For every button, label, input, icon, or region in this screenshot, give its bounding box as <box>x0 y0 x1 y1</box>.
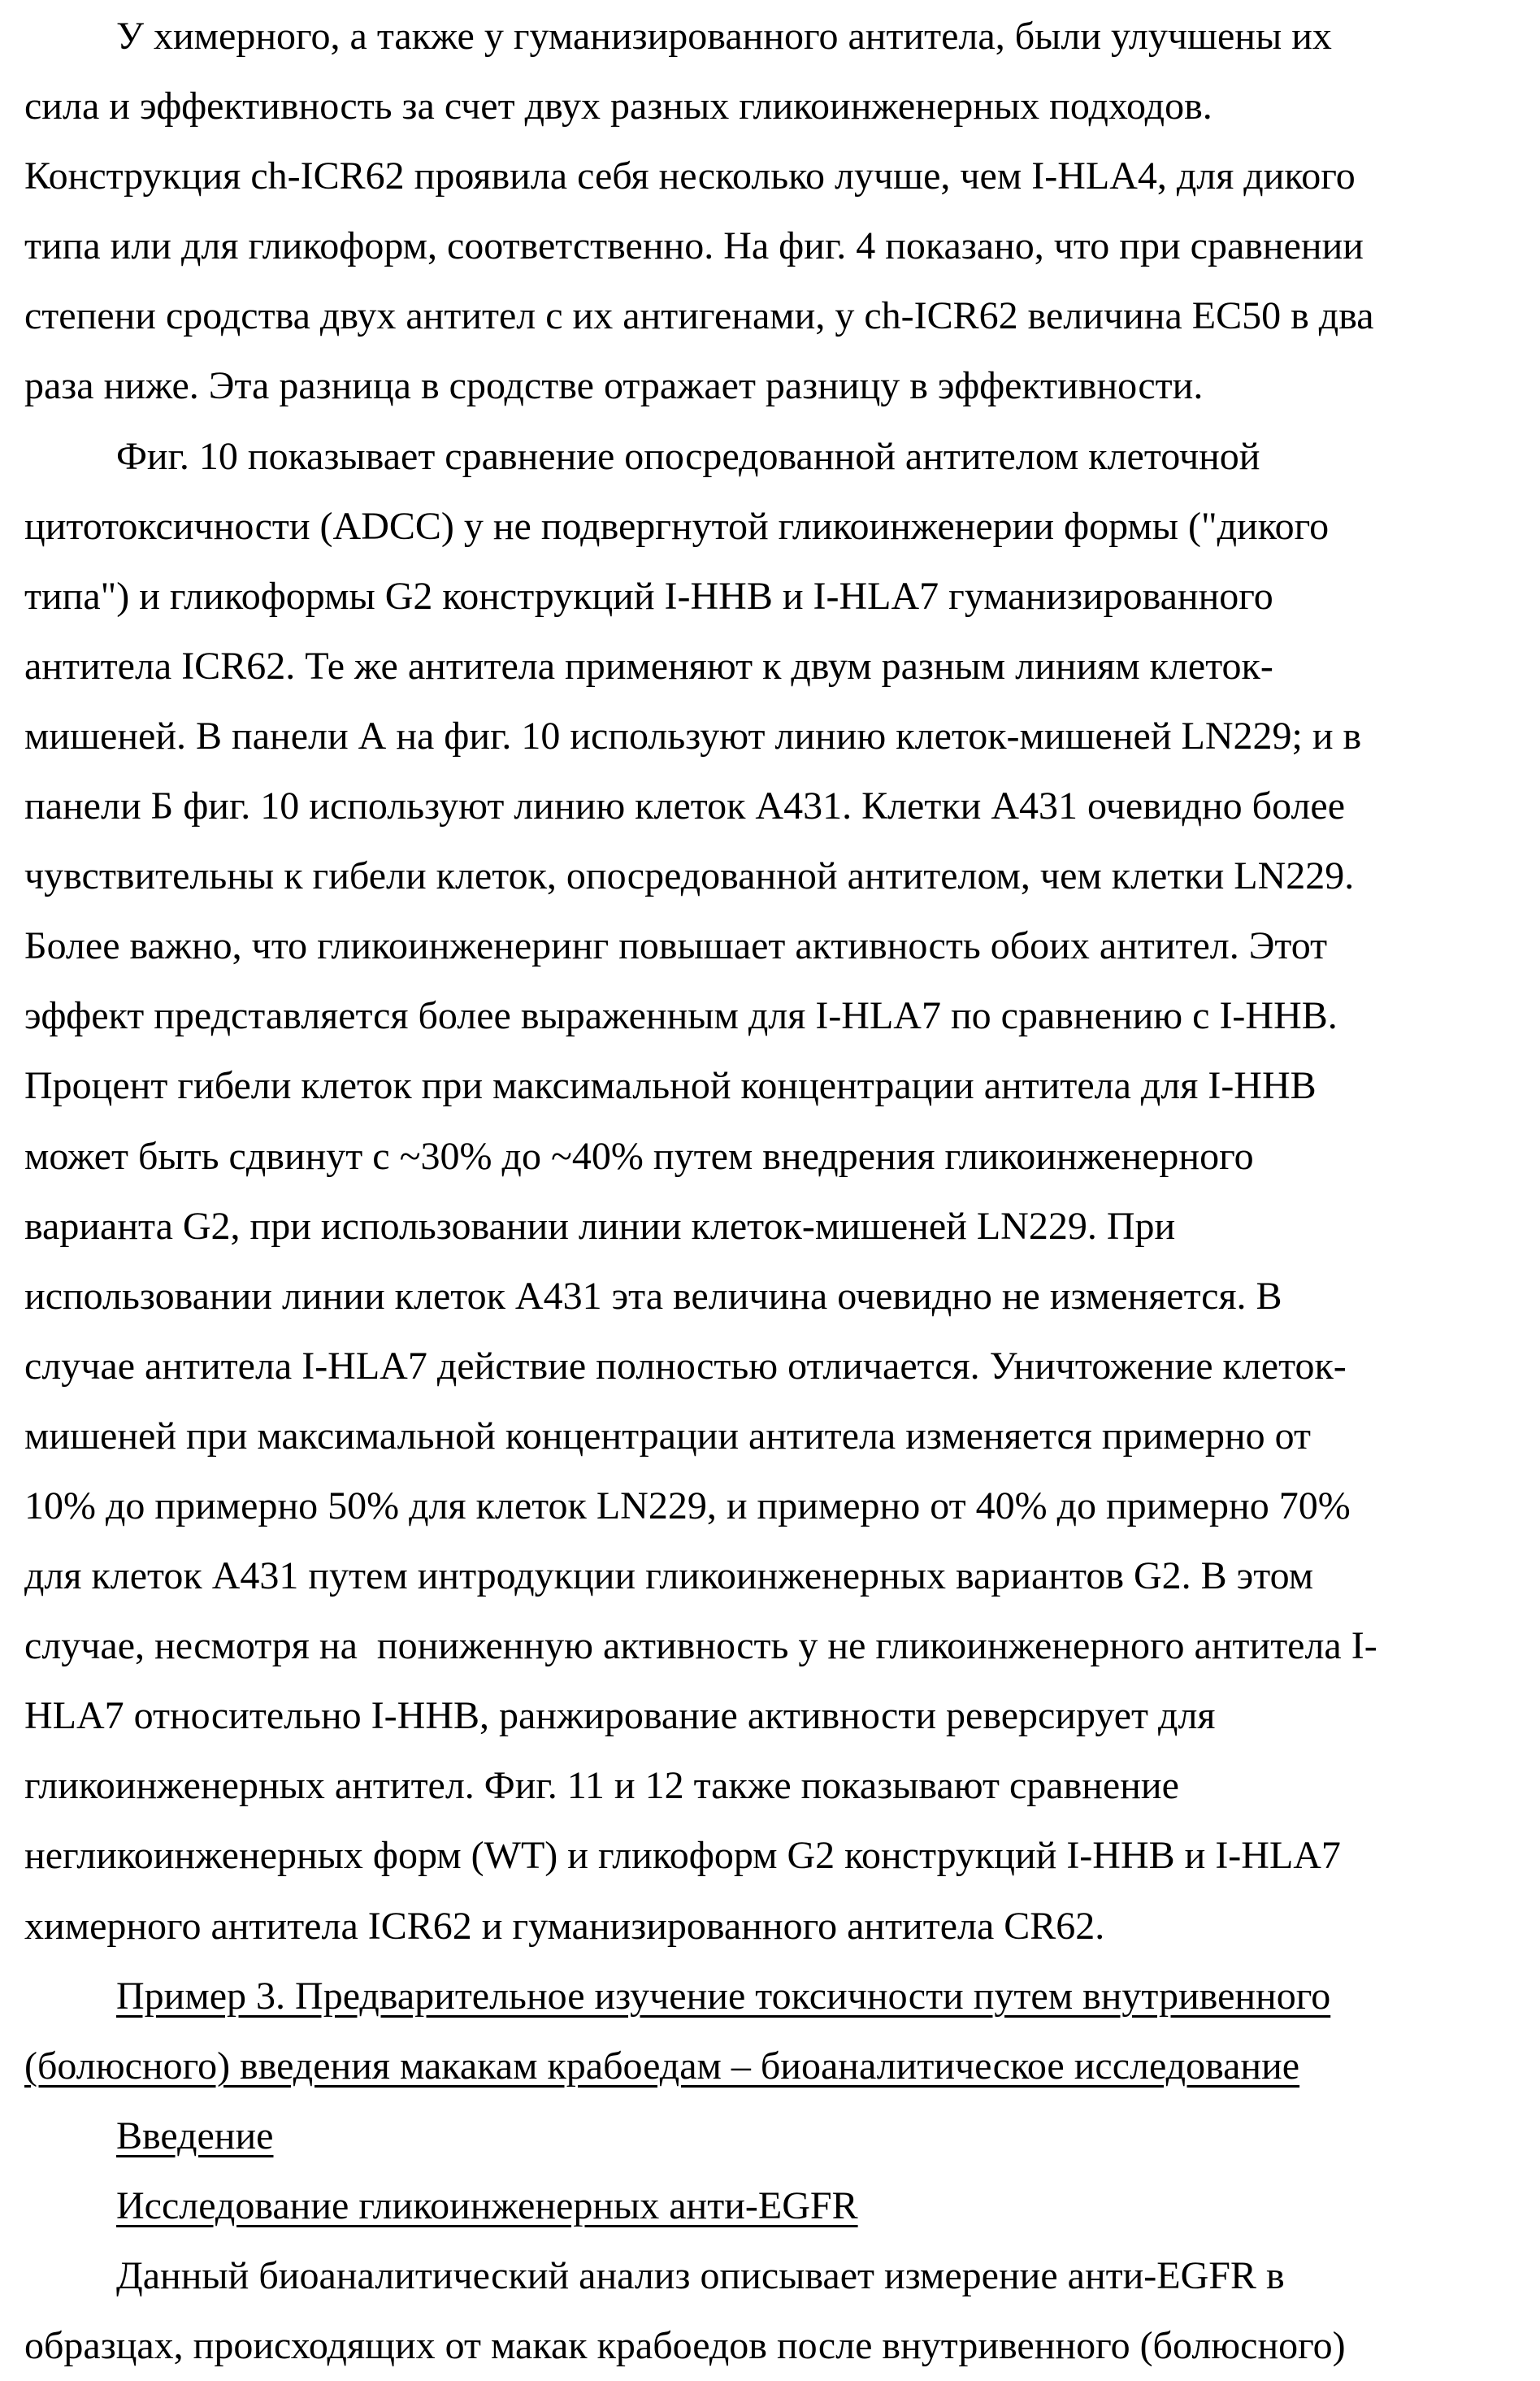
line-text: панели Б фиг. 10 используют линию клеток A431. Клетки A431 очевидно более <box>24 784 1345 828</box>
text-line <box>24 771 1528 841</box>
text-line <box>24 1751 1528 1821</box>
text-line <box>24 1192 1528 1262</box>
line-text: случае антитела I-HLA7 действие полностью отличается. Уничтожение клеток- <box>24 1345 1347 1388</box>
line-text: негликоинженерных форм (WT) и гликоформ G2 конструкций I-HHB и I-HLA7 <box>24 1834 1341 1877</box>
line-text: для клеток A431 путем интродукции гликоинженерных вариантов G2. В этом <box>24 1554 1313 1597</box>
line-text: антитела ICR62. Те же антитела применяют к двум разным линиям клеток- <box>24 645 1273 688</box>
text-line <box>24 1401 1528 1471</box>
line-text: Более важно, что гликоинженеринг повышает активность обоих антител. Этот <box>24 924 1327 967</box>
line-text: мишеней при максимальной концентрации антитела изменяется примерно от <box>24 1414 1311 1458</box>
text-line <box>24 141 1528 211</box>
text-line <box>24 422 1528 492</box>
text-line <box>24 1262 1528 1332</box>
heading-line <box>24 2101 1528 2171</box>
text-line <box>24 1332 1528 1401</box>
line-text: цитотоксичности (ADCC) у не подвергнутой гликоинженерии формы ("дикого <box>24 505 1329 548</box>
line-text: типа") и гликоформы G2 конструкций I-HHB и I-HLA7 гуманизированного <box>24 575 1273 618</box>
line-text: Исследование гликоинженерных анти-EGFR <box>116 2184 858 2227</box>
line-text: эффект представляется более выраженным для I-HLA7 по сравнению с I-HHB. <box>24 994 1338 1037</box>
line-text: (болюсного) введения макакам крабоедам – биоаналитическое исследование <box>24 2044 1299 2088</box>
text-line <box>24 281 1528 351</box>
line-text: Пример 3. Предварительное изучение токсичности путем внутривенного <box>116 1975 1330 2018</box>
line-text: 10% до примерно 50% для клеток LN229, и примерно от 40% до примерно 70% <box>24 1484 1351 1527</box>
line-text: может быть сдвинут с ~30% до ~40% путем внедрения гликоинженерного <box>24 1135 1254 1178</box>
heading-line <box>24 2171 1528 2241</box>
text-line <box>24 702 1528 771</box>
text-line <box>24 1051 1528 1121</box>
heading-line <box>24 1962 1528 2031</box>
text-line <box>24 632 1528 702</box>
line-text: Данный биоаналитический анализ описывает измерение анти-EGFR в <box>116 2254 1285 2297</box>
text-line <box>24 1611 1528 1681</box>
line-text: раза ниже. Эта разница в сродстве отражает разницу в эффективности. <box>24 364 1203 407</box>
line-text: случае, несмотря на пониженную активность у не гликоинженерного антитела I- <box>24 1624 1377 1667</box>
text-line <box>24 841 1528 911</box>
line-text: Процент гибели клеток при максимальной концентрации антитела для I-HHB <box>24 1064 1317 1107</box>
text-line <box>24 981 1528 1051</box>
line-text: Введение <box>116 2114 273 2157</box>
line-text: У химерного, а также у гуманизированного антитела, были улучшены их <box>116 15 1332 58</box>
line-text: Конструкция ch-ICR62 проявила себя несколько лучше, чем I-HLA4, для дикого <box>24 154 1356 198</box>
line-text: химерного антитела ICR62 и гуманизированного антитела CR62. <box>24 1905 1104 1948</box>
text-line <box>24 351 1528 421</box>
line-text: степени сродства двух антител с их антигенами, у ch-ICR62 величина EC50 в два <box>24 294 1374 337</box>
line-text: типа или для гликоформ, соответственно. На фиг. 4 показано, что при сравнении <box>24 224 1364 267</box>
line-text: чувствительны к гибели клеток, опосредованной антителом, чем клетки LN229. <box>24 854 1354 897</box>
line-text: гликоинженерных антител. Фиг. 11 и 12 также показывают сравнение <box>24 1764 1179 1807</box>
text-line <box>24 72 1528 141</box>
line-text: сила и эффективность за счет двух разных гликоинженерных подходов. <box>24 85 1212 128</box>
text-line <box>24 911 1528 981</box>
text-line <box>24 1541 1528 1611</box>
text-line <box>24 492 1528 562</box>
line-text: варианта G2, при использовании линии клеток-мишеней LN229. При <box>24 1205 1175 1248</box>
document-page <box>24 2 1528 2381</box>
text-line <box>24 562 1528 632</box>
text-line <box>24 1681 1528 1751</box>
text-line <box>24 2311 1528 2381</box>
text-line <box>24 211 1528 281</box>
text-line <box>24 1471 1528 1541</box>
line-text: образцах, происходящих от макак крабоедов после внутривенного (болюсного) <box>24 2324 1346 2367</box>
text-line <box>24 1821 1528 1891</box>
line-text: HLA7 относительно I-HHB, ранжирование активности реверсирует для <box>24 1694 1215 1737</box>
line-text: мишеней. В панели А на фиг. 10 используют линию клеток-мишеней LN229; и в <box>24 715 1361 758</box>
text-line <box>24 1122 1528 1192</box>
heading-line <box>24 2031 1528 2101</box>
text-line <box>24 1892 1528 1962</box>
text-line <box>24 2 1528 72</box>
line-text: использовании линии клеток A431 эта величина очевидно не изменяется. В <box>24 1275 1282 1318</box>
text-line <box>24 2241 1528 2311</box>
line-text: Фиг. 10 показывает сравнение опосредованной антителом клеточной <box>116 435 1260 478</box>
